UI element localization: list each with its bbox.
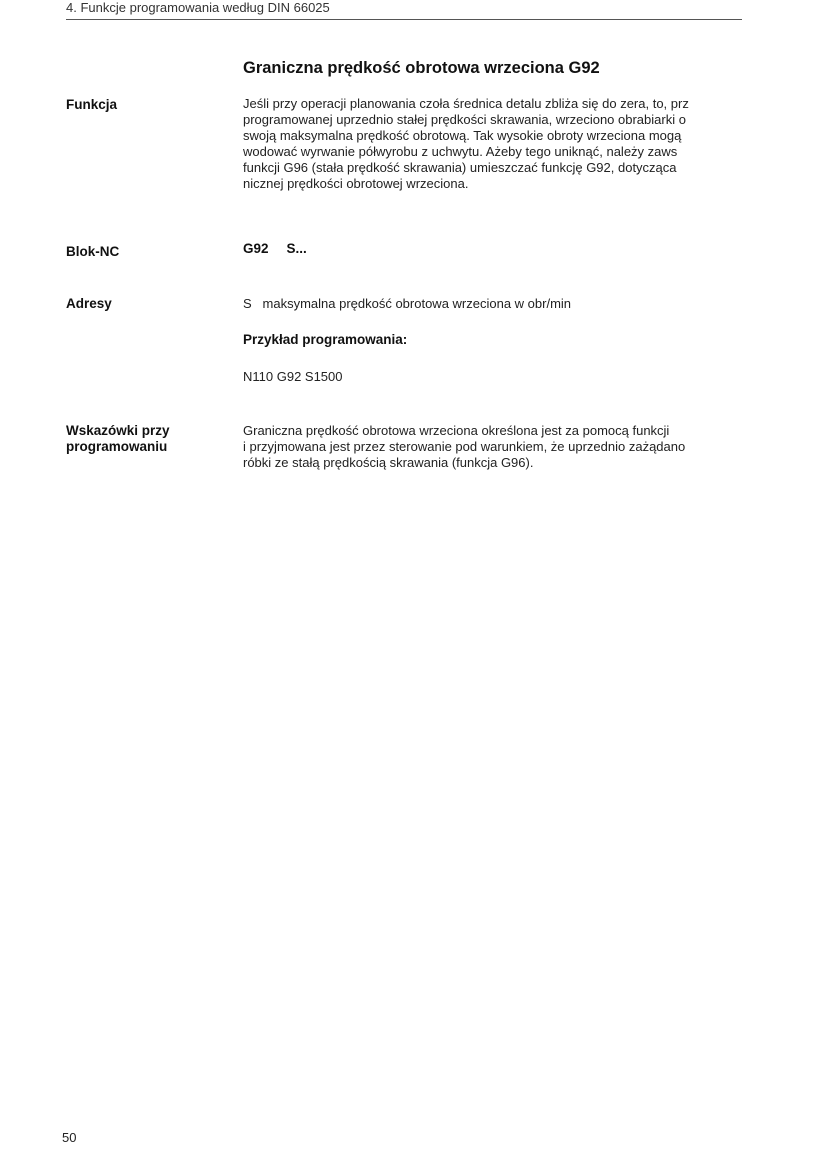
- nc-block-syntax: [243, 241, 307, 256]
- funkcja-line: funkcji G96 (stała prędkość skrawania) umieszczać funkcję G92, dotycząca: [243, 160, 677, 175]
- nc-address: S...: [286, 241, 307, 256]
- label-adresy: Adresy: [66, 296, 112, 311]
- funkcja-line: nicznej prędkości obrotowej wrzeciona.: [243, 176, 469, 191]
- section-title: Graniczna prędkość obrotowa wrzeciona G92: [243, 59, 600, 77]
- wskazowki-line: róbki ze stałą prędkością skrawania (funkcja G96).: [243, 455, 534, 470]
- funkcja-text: [243, 96, 763, 192]
- header-rule: [66, 19, 742, 20]
- funkcja-line: Jeśli przy operacji planowania czoła średnica detalu zbliża się do zera, to, prz: [243, 96, 689, 111]
- wskazowki-line: Graniczna prędkość obrotowa wrzeciona określona jest za pomocą funkcji: [243, 423, 670, 438]
- funkcja-line: wodować wyrwanie półwyrobu z uchwytu. Ażeby tego uniknąć, należy zaws: [243, 144, 678, 159]
- nc-code: G92: [243, 241, 269, 256]
- wskazowki-line: i przyjmowana jest przez sterowanie pod warunkiem, że uprzednio zażądano: [243, 439, 686, 454]
- running-header: 4. Funkcje programowania według DIN 66025: [66, 0, 330, 15]
- label-funkcja: Funkcja: [66, 97, 118, 112]
- wskazowki-label-line: programowaniu: [66, 439, 168, 454]
- page-number: 50: [62, 1130, 77, 1145]
- wskazowki-text: [243, 423, 763, 471]
- adresy-text: S maksymalna prędkość obrotowa wrzeciona w obr/min: [243, 296, 572, 311]
- funkcja-line: swoją maksymalna prędkość obrotową. Tak wysokie obroty wrzeciona mogą: [243, 128, 682, 143]
- funkcja-line: programowanej uprzednio stałej prędkości skrawania, wrzeciono obrabiarki o: [243, 112, 686, 127]
- label-wskazowki: [66, 423, 170, 455]
- wskazowki-label-line: Wskazówki przy: [66, 423, 170, 438]
- label-blok-nc: Blok-NC: [66, 244, 120, 259]
- example-code: N110 G92 S1500: [243, 369, 343, 384]
- example-heading: Przykład programowania:: [243, 332, 408, 347]
